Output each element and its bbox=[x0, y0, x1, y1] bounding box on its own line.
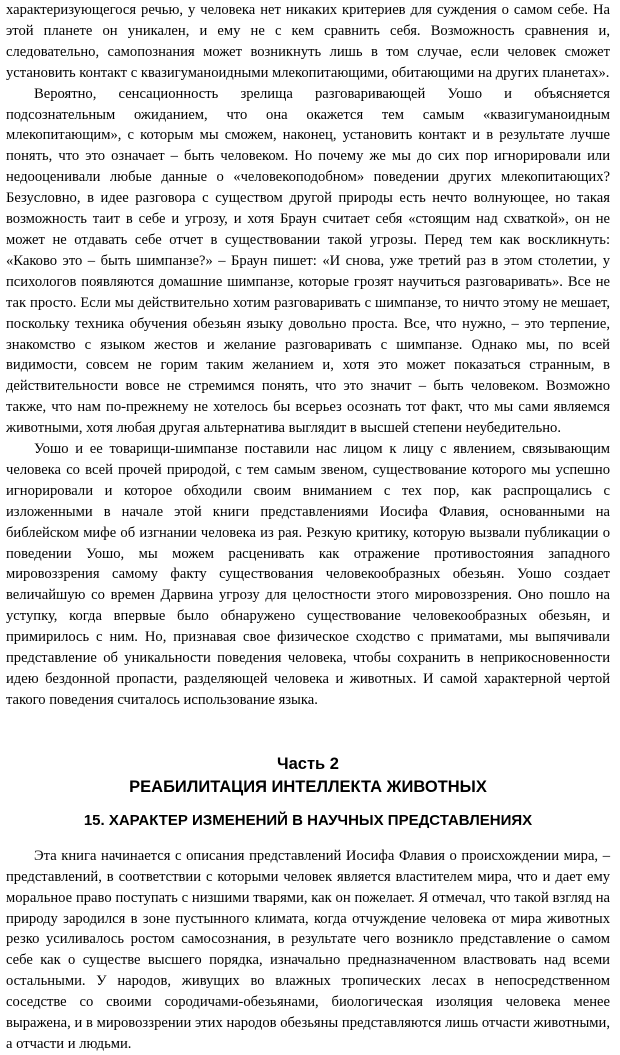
part-label: Часть 2 bbox=[277, 754, 339, 773]
paragraph-4: Эта книга начинается с описания представлений Иосифа Флавия о происхождении мира, – представлений, в соответствии с которыми человек является властителем мира, что и дает ему моральное право поступать с низшими тварями, как он пожелает. Я отмечал, что такой взгляд на природу зародился в зоне пустынного климата, когда отчуждение человека от мира животных резко усиливалось ростом самосознания, в результате чего возникло представление о самом себе как о существе высшего порядка, изначально предназначенном властвовать над всеми остальными. У народов, живущих во влажных тропических лесах в непосредственном соседстве со своими сородичами-обезьянами, биологическая изоляция человека менее выражена, и в мировоззрении этих народов обезьяны представляются лишь отчасти животными, а отчасти и людьми. bbox=[6, 847, 610, 1052]
chapter-title: 15. ХАРАКТЕР ИЗМЕНЕНИЙ В НАУЧНЫХ ПРЕДСТАВЛЕНИЯХ bbox=[83, 811, 533, 829]
paragraph-3: Уошо и ее товарищи-шимпанзе поставили нас лицом к лицу с явлением, связывающим человека со всей прочей природой, с тем самым звеном, существование которого мы успешно игнорировали и которое обходили своим вниманием с тех пор, как распрощались с изложенными в начале этой книги представлениями Иосифа Флавия, основанными на библейском мифе об изгнании человека из рая. Резкую критику, которую вызвали публикации о поведении Уошо, мы можем расценивать как отражение противостояния западного мировоззрения самому факту существования человекообразных обезьян. Уошо создает величайшую со времен Дарвина угрозу для целостности этого мировоззрения. Оно пошло на уступку, когда впервые было обнаружено существование человекообразных обезьян, и примирилось с ним. Но, признавая свое физическое сходство с приматами, мы выпячивали представление об уникальности поведения человека, чтобы сохранить в неприкосновенности идею бездонной пропасти, разделяющей человека и животных. И самой характерной чертой такого поведения считалось использование языка. bbox=[6, 441, 610, 708]
section-gap bbox=[6, 711, 610, 753]
part-title: РЕАБИЛИТАЦИЯ ИНТЕЛЛЕКТА ЖИВОТНЫХ bbox=[129, 777, 487, 796]
paragraph-1: характеризующегося речью, у человека нет никаких критериев для суждения о самом себе. На этой планете он уникален, и ему не с кем сравнить себя. Возможность сравнения и, следовательно, самопознания может возникнуть лишь в том случае, если человек сможет установить контакт с квазигуманоидными млекопитающими, обитающими на других планетах». bbox=[6, 2, 610, 81]
paragraph-2: Вероятно, сенсационность зрелища разговаривающей Уошо и объясняется подсознательным ожиданием, что она окажется тем самым «квазигуманоидным млекопитающим», с которым мы сможем, наконец, установить контакт и в результате лучше понять, что это означает – быть человеком. Но почему же мы до сих пор игнорировали или недооценивали любые данные о «человекоподобном» поведении других млекопитающих? Безусловно, в идее разговора с существом другой природы есть нечто волнующее, но такая возможность таит в себе и угрозу, и хотя Браун считает себя «стоящим над схваткой», он не может не отдавать себе отчет в существовании такой угрозы. Перед тем как воскликнуть: «Каково это – быть шимпанзе?» – Браун пишет: «И снова, уже третий раз в этом столетии, у психологов появляются домашние шимпанзе, которые грозят научиться разговаривать». Все не так просто. Если мы действительно хотим разговаривать с шимпанзе, то ничто этому не мешает, поскольку техника обучения обезьян языку довольно проста. Все, что нужно, – это терпение, знакомство с языком жестов и желание разговаривать с шимпанзе. Однако мы, по всей видимости, совсем не горим таким желанием и, хотя это может показаться странным, в действительности вовсе не стремимся понять, что это значит – быть человеком. Возможно также, что нам по-прежнему не хотелось бы всерьез осознать тот факт, что мы сами являемся животными, хотя любая другая альтернатива выглядит в высшей степени неубедительно. bbox=[6, 85, 610, 437]
